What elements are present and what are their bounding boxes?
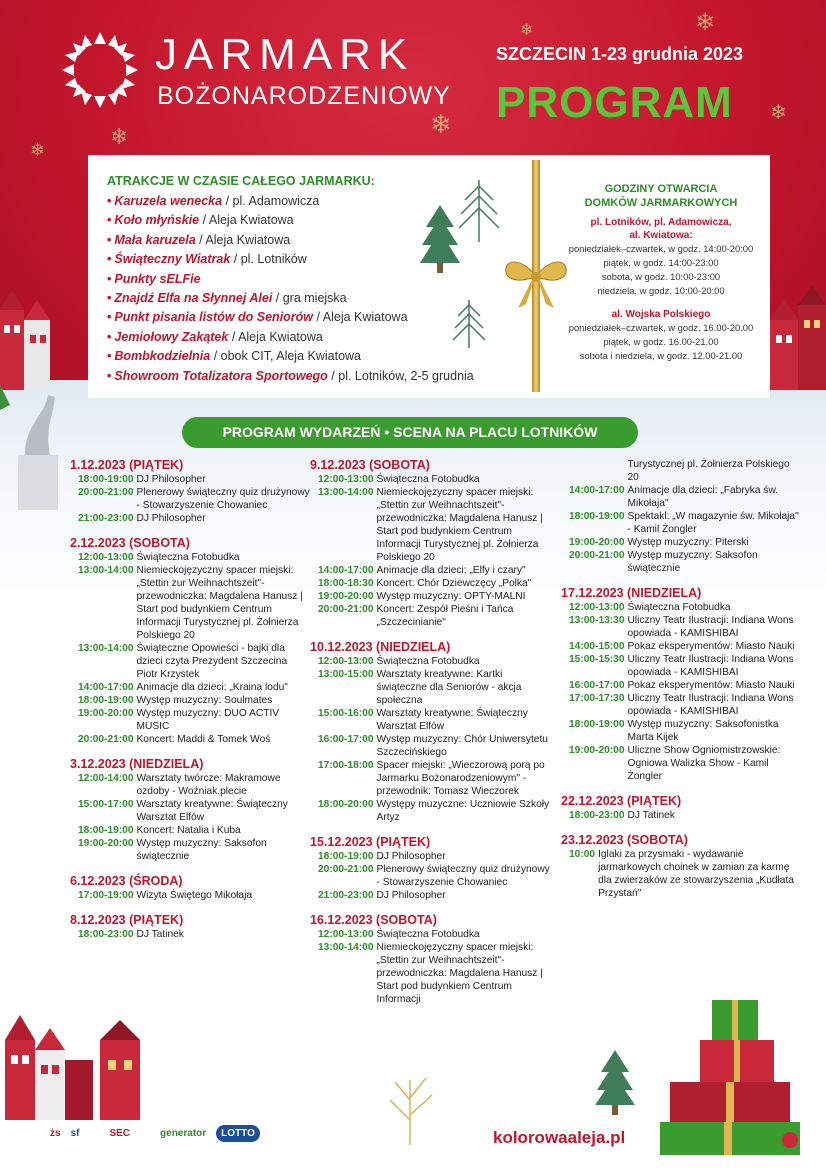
sponsor-logo: żs (50, 1127, 61, 1139)
program-day (561, 833, 801, 900)
event-time: 18:00-19:00 (78, 825, 134, 836)
event-description: Pokaz eksperymentów: Miasto Nauki (627, 641, 795, 652)
brand-title: JARMARK (155, 30, 415, 79)
event-time: 18:00-19:00 (569, 719, 625, 730)
event-time: 13:00-14:00 (78, 643, 134, 654)
website-link[interactable]: kolorowaaleja.pl (493, 1128, 626, 1147)
event-row (561, 848, 801, 900)
event-row (310, 733, 550, 759)
event-time: 20:00-21:00 (78, 487, 134, 498)
day-title: 9.12.2023 (SOBOTA) (310, 458, 430, 472)
hours-location: al. Wojska Polskiego (611, 309, 711, 320)
event-description: Wizyta Świętego Mikołaja (136, 890, 253, 901)
event-row (310, 577, 550, 590)
day-title: 17.12.2023 (NIEDZIELA) (561, 586, 702, 600)
event-row (70, 889, 310, 902)
event-description: Świąteczna Fotobudka (376, 474, 480, 485)
list-item: • Punkty sELFie (107, 271, 201, 286)
event-description: DJ Philosopher (136, 474, 206, 485)
event-time: 13:00-13:30 (569, 615, 625, 626)
event-description: Świąteczne Opowieści - bajki dla dzieci czyta Prezydent Szczecina Piotr Krzystek (136, 643, 288, 680)
event-row (70, 642, 310, 681)
event-row (310, 486, 550, 564)
event-description: DJ Philosopher (136, 513, 206, 524)
event-time: 20:00-21:00 (78, 734, 134, 745)
event-description: Koncert: Zespół Pieśni i Tańca „Szczecinianie" (376, 604, 514, 628)
hours-location: al. Kwiatowa: (629, 230, 693, 241)
program-day (561, 586, 801, 783)
tree-outline-icon (452, 300, 486, 348)
event-time: 12:00-13:00 (78, 552, 134, 563)
day-title: 15.12.2023 (PIĄTEK) (310, 835, 431, 849)
event-description: Turystycznej pl. Żołnierza Polskiego 20 (627, 459, 790, 483)
houses-left-icon (0, 280, 70, 390)
event-description: Animacje dla dzieci: „Fabryka św. Mikołaja" (627, 485, 779, 509)
event-time: 10:00 (569, 849, 596, 860)
list-item: • Showroom Totalizatora Sportowego / pl. Lotników, 2-5 grudnia (107, 368, 474, 383)
event-row (561, 744, 801, 783)
event-row (561, 809, 801, 822)
event-description: Występy muzyczne: Uczniowie Szkoły Artyz (376, 799, 550, 823)
event-time: 15:00-17:00 (78, 799, 134, 810)
event-row (561, 692, 801, 718)
list-item: • Świąteczny Wiatrak / pl. Lotników (107, 252, 307, 267)
event-time: 18:00-19:00 (318, 851, 374, 862)
sponsor-logo: LOTTO (216, 1125, 260, 1142)
event-description: Występ muzyczny: Soulmates (136, 695, 273, 706)
event-time: 13:00-14:00 (318, 942, 374, 953)
event-description: Występ muzyczny: Saksofon świątecznie (627, 550, 758, 574)
event-time: 16:00-17:00 (318, 734, 374, 745)
event-description: Występ muzyczny: DUO ACTIV MUSIC (136, 708, 280, 732)
event-row (310, 850, 550, 863)
sponsor-logo: generator (160, 1127, 207, 1139)
event-time: 12:00-13:00 (318, 656, 374, 667)
event-row (310, 798, 550, 824)
day-title: 22.12.2023 (PIĄTEK) (561, 794, 682, 808)
event-row (310, 564, 550, 577)
event-row (310, 707, 550, 733)
event-time: 17:00-19:00 (78, 890, 134, 901)
event-time: 21:00-23:00 (78, 513, 134, 524)
event-description: Występ muzyczny: Piterski (627, 537, 749, 548)
sponsor-logo: SEC (109, 1127, 131, 1139)
houses-bottom-icon (0, 1010, 160, 1120)
event-description: Niemieckojęzyczny spacer miejski: „Stettin zur Weihnachtszeit"- przewodniczka: Magdalena Hanusz | Start pod budynkiem Centrum Informacji (376, 942, 543, 1005)
attractions-list (107, 192, 474, 386)
program-day (70, 757, 310, 863)
event-time: 18:00-19:00 (78, 695, 134, 706)
event-time: 13:00-14:00 (78, 565, 134, 576)
snowflake-icon: ❄ (770, 100, 787, 124)
event-row (310, 941, 550, 1006)
event-row (70, 772, 310, 798)
list-item: • Koło młyńskie / Aleja Kwiatowa (107, 213, 294, 228)
hours-line: sobota, w godz. 10:00-23:00 (601, 271, 721, 282)
program-day (310, 913, 550, 1006)
event-description: DJ Philosopher (376, 851, 446, 862)
list-item: • Jemiołowy Zakątek / Aleja Kwiatowa (107, 329, 323, 344)
event-row (70, 837, 310, 863)
day-title: 3.12.2023 (NIEDZIELA) (70, 757, 204, 771)
program-day (310, 458, 550, 629)
event-row (70, 707, 310, 733)
event-row (310, 590, 550, 603)
event-row (310, 473, 550, 486)
event-description: Koncert: Maddi & Tomek Woś (136, 734, 271, 745)
event-time: 13:00-15:00 (318, 669, 374, 680)
program-day (310, 640, 550, 824)
event-row (561, 679, 801, 692)
program-banner: PROGRAM WYDARZEŃ • SCENA NA PLACU LOTNIKÓW (182, 417, 638, 448)
list-item: • Bombkodzielnia / obok CIT, Aleja Kwiatowa (107, 349, 362, 364)
gifts-icon (660, 995, 810, 1155)
event-time: 14:00-17:00 (318, 565, 374, 576)
event-description: Niemieckojęzyczny spacer miejski: „Stettin zur Weihnachtszeit"- przewodniczka: Magdalena Hanusz | Start pod budynkiem Centrum Informacji Turystycznej pl. Żołnierza Polskiego 20 (136, 565, 303, 641)
event-time: 21:00-23:00 (318, 890, 374, 901)
event-row (561, 549, 801, 575)
event-row (561, 484, 801, 510)
event-time: 15:00-16:00 (318, 708, 374, 719)
event-time: 12:00-13:00 (318, 474, 374, 485)
program-day (310, 835, 550, 902)
program-day (70, 458, 310, 525)
program-day (70, 874, 310, 902)
event-description: DJ Tatinek (136, 929, 184, 940)
golden-tree-icon (380, 1070, 440, 1145)
event-time: 16:00-17:00 (569, 680, 625, 691)
hours-line: poniedziałek–czwartek, w godz. 14:00-20:00 (568, 243, 754, 254)
event-description: Występ muzyczny: Saksofon świątecznie (136, 838, 267, 862)
event-time: 17:00-18:00 (318, 760, 374, 771)
snowflake-icon: ❄ (695, 8, 716, 36)
snowflake-icon: ❄ (110, 125, 129, 150)
event-time: 18:00-23:00 (78, 929, 134, 940)
hours-line: poniedziałek–czwartek, w godz. 16.00-20.00 (568, 322, 754, 333)
event-description: Spektakl: „W magazynie św. Mikołaja" - Kamil Żongler (627, 511, 799, 535)
event-time: 14:00-17:00 (78, 682, 134, 693)
event-row (70, 824, 310, 837)
list-item: • Punkt pisania listów do Seniorów / Aleja Kwiatowa (107, 310, 408, 325)
event-time: 12:00-14:00 (78, 773, 134, 784)
event-time: 18:00-18:30 (318, 578, 374, 589)
event-row (310, 889, 550, 902)
event-row (70, 733, 310, 746)
event-row (310, 759, 550, 798)
event-time: 18:00-23:00 (569, 810, 625, 821)
event-description: Plenerowy świąteczny quiz drużynowy - Stowarzyszenie Chowaniec (136, 487, 310, 511)
statue-icon (0, 385, 70, 515)
event-row (310, 863, 550, 889)
program-column-2 (310, 458, 550, 1017)
event-row (70, 486, 310, 512)
event-row (70, 681, 310, 694)
event-time: 19:00-20:00 (569, 537, 625, 548)
event-time: 14:00-17:00 (569, 485, 625, 496)
event-row (561, 718, 801, 744)
tree-outline-icon (457, 180, 501, 242)
program-heading: PROGRAM (496, 78, 733, 127)
event-row (70, 551, 310, 564)
event-row (70, 928, 310, 941)
hours-title: GODZINY OTWARCIA (604, 183, 718, 195)
program-column-1 (70, 458, 310, 952)
event-time: 19:00-20:00 (318, 591, 374, 602)
event-row (70, 694, 310, 707)
day-title: 10.12.2023 (NIEDZIELA) (310, 640, 451, 654)
event-description: Niemieckojęzyczny spacer miejski: „Stettin zur Weihnachtszeit"- przewodniczka: Magdalena Hanusz | Start pod budynkiem Centrum Informacji Turystycznej pl. Żołnierza Polskiego 20 (376, 487, 543, 563)
program-day (70, 913, 310, 941)
day-title: 8.12.2023 (PIĄTEK) (70, 913, 184, 927)
event-description: Świąteczna Fotobudka (627, 602, 731, 613)
event-description: Uliczny Teatr Ilustracji: Indiana Wons opowiada - KAMISHIBAI (627, 654, 794, 678)
hours-location: pl. Lotników, pl. Adamowicza, (590, 217, 732, 228)
event-row (561, 458, 801, 484)
event-time: 17:00-17:30 (569, 693, 625, 704)
event-row (561, 640, 801, 653)
event-row (310, 603, 550, 629)
event-description: Animacje dla dzieci: „Kraina lodu" (136, 682, 288, 693)
event-description: Plenerowy świąteczny quiz drużynowy - Stowarzyszenie Chowaniec (376, 864, 550, 888)
event-time: 13:00-14:00 (318, 487, 374, 498)
day-title: 23.12.2023 (SOBOTA) (561, 833, 688, 847)
event-description: Spacer miejski: „Wieczorową porą po Jarmarku Bożonarodzeniowym" - przewodnik: Tomasz Wieczorek (376, 760, 545, 797)
event-row (561, 614, 801, 640)
event-row (561, 536, 801, 549)
event-description: Warsztaty kreatywne: Świąteczny Warsztat Elfów (136, 799, 288, 823)
day-title: 1.12.2023 (PIĄTEK) (70, 458, 184, 472)
day-title: 6.12.2023 (ŚRODA) (70, 874, 183, 888)
city-dates: SZCZECIN 1-23 grudnia 2023 (496, 44, 744, 64)
houses-right-icon (770, 280, 826, 390)
event-description: Występ muzyczny: Chór Uniwersytetu Szczecińskiego (376, 734, 548, 758)
brand-subtitle: BOŻONARODZENIOWY (157, 82, 451, 110)
sponsor-logos (50, 1118, 270, 1148)
event-time: 19:00-20:00 (569, 745, 625, 756)
opening-hours (556, 182, 766, 363)
event-description: Występ muzyczny: OPTY-MALNI (376, 591, 526, 602)
event-time: 18:00-19:00 (569, 511, 625, 522)
list-item: • Znajdź Elfa na Słynnej Alei / gra miejska (107, 291, 347, 306)
hours-line: piątek, w godz. 14:00-23:00 (603, 257, 719, 268)
program-day (70, 536, 310, 746)
program-day (561, 794, 801, 822)
event-description: Warsztaty kreatywne: Świąteczny Warsztat Elfów (376, 708, 528, 732)
snowflake-icon: ❄ (430, 110, 452, 140)
event-time: 12:00-13:00 (318, 929, 374, 940)
event-time: 20:00-21:00 (318, 604, 374, 615)
event-time: 20:00-21:00 (318, 864, 374, 875)
event-time: 15:00-15:30 (569, 654, 625, 665)
snowflake-icon: ❄ (520, 20, 534, 39)
sponsor-logo: sf (70, 1127, 80, 1139)
hours-line: piątek, w godz. 16.00-21.00 (603, 336, 719, 347)
snowflake-icon: ❄ (30, 140, 46, 161)
event-description: Warsztaty kreatywne: Kartki świąteczne dla Seniorów - akcja społeczna (376, 669, 522, 706)
event-description: Iglaki za przysmaki - wydawanie jarmarkowych choinek w zamian za karmę dla zwierzaków ze stowarzyszenia „Kudłata Przystań" (598, 849, 794, 899)
logo-icon (60, 30, 140, 110)
tree-icon (595, 1050, 635, 1115)
event-row (561, 653, 801, 679)
event-description: Świąteczna Fotobudka (136, 552, 240, 563)
event-time: 20:00-21:00 (569, 550, 625, 561)
hours-line: sobota i niedziela, w godz. 12.00-21.00 (579, 350, 743, 361)
event-row (561, 510, 801, 536)
program-day (561, 458, 801, 575)
event-time: 18:00-19:00 (78, 474, 134, 485)
event-description: Występ muzyczny: Saksofonistka Marta Kijek (627, 719, 779, 743)
event-row (561, 601, 801, 614)
event-description: Warsztaty twórcze: Makramowe ozdoby - Woźniak.plecie (136, 773, 281, 797)
program-column-3 (561, 458, 801, 911)
event-row (70, 798, 310, 824)
hours-title: DOMKÓW JARMARKOWYCH (584, 197, 738, 209)
event-row (310, 928, 550, 941)
event-row (70, 564, 310, 642)
day-title: 16.12.2023 (SOBOTA) (310, 913, 437, 927)
event-row (70, 512, 310, 525)
event-description: Koncert: Natalia i Kuba (136, 825, 241, 836)
event-time: 12:00-13:00 (569, 602, 625, 613)
event-time: 19:00-20:00 (78, 838, 134, 849)
event-description: Świąteczna Fotobudka (376, 929, 480, 940)
list-item: • Mała karuzela / Aleja Kwiatowa (107, 232, 291, 247)
event-time: 19:00-20:00 (78, 708, 134, 719)
event-description: Uliczny Teatr Ilustracji: Indiana Wons opowiada - KAMISHIBAI (627, 693, 794, 717)
list-item: • Karuzela wenecka / pl. Adamowicza (107, 194, 320, 208)
event-description: Koncert: Chór Dziewczęcy „Polka" (376, 578, 532, 589)
event-description: DJ Tatinek (627, 810, 675, 821)
attractions-title: ATRAKCJE W CZASIE CAŁEGO JARMARKU: (107, 174, 375, 188)
event-description: Uliczne Show Ogniomistrzowskie: Ogniowa Walizka Show - Kamil Żongler (627, 745, 781, 782)
day-title: 2.12.2023 (SOBOTA) (70, 536, 190, 550)
hours-line: niedziela, w godz. 10:00-20:00 (597, 285, 725, 296)
tree-icon (420, 205, 460, 273)
event-row (310, 668, 550, 707)
event-time: 18:00-20:00 (318, 799, 374, 810)
event-description: Uliczny Teatr Ilustracji: Indiana Wons opowiada - KAMISHIBAI (627, 615, 794, 639)
event-description: Pokaz eksperymentów: Miasto Nauki (627, 680, 795, 691)
event-description: Animacje dla dzieci: „Elfy i czary" (376, 565, 526, 576)
event-time: 14:00-15:00 (569, 641, 625, 652)
event-description: DJ Philosopher (376, 890, 446, 901)
event-row (70, 473, 310, 486)
event-description: Świąteczna Fotobudka (376, 656, 480, 667)
event-row (310, 655, 550, 668)
